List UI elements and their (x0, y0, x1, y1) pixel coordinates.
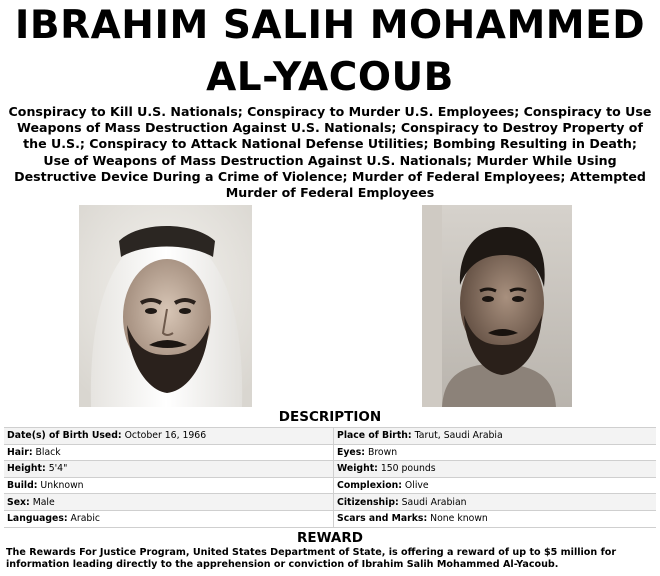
description-table (4, 427, 656, 528)
table-row (4, 494, 656, 511)
field-label: Place of Birth: (337, 430, 412, 442)
reward-text: The Rewards For Justice Program, United States Department of State, is offering a reward of up to $5 million for information leading directly to the apprehension or conviction of Ibrahim Salih Mohammed Al-Yacoub. (6, 547, 617, 570)
table-cell (334, 510, 657, 527)
table-cell (4, 477, 334, 494)
field-label: Eyes: (337, 446, 365, 458)
field-value: October 16, 1966 (124, 430, 207, 442)
table-row (4, 444, 656, 461)
field-label: Citizenship: (337, 496, 399, 508)
field-label: Build: (7, 480, 38, 492)
table-row (4, 428, 656, 445)
table-cell (4, 461, 334, 478)
field-label: Height: (7, 463, 46, 475)
table-cell (4, 444, 334, 461)
charges-list: Conspiracy to Kill U.S. Nationals; Conspiracy to Murder U.S. Employees; Conspiracy to Use Weapons of Mass Destruction Against U.S. Nationals; Conspiracy to Destroy Property of the U.S.; Conspiracy to Attack National Defense Utilities; Bombing Resulting in Death; Use of Weapons of Mass Destruction Against U.S. Nationals; Murder While Using Destructive Device During a Crime of Violence; Murder of Federal Employees; Attempted Murder of Federal Employees (8, 104, 652, 201)
field-label: Sex: (7, 496, 30, 508)
subject-name-line-2: AL-YACOUB (206, 55, 454, 100)
field-value: Male (32, 496, 55, 508)
table-row (4, 461, 656, 478)
field-value: Saudi Arabian (401, 496, 467, 508)
field-value: 150 pounds (380, 463, 436, 475)
table-cell (334, 428, 657, 445)
table-cell (334, 477, 657, 494)
table-cell (334, 494, 657, 511)
subject-photo-headdress (79, 205, 252, 407)
field-value: Tarut, Saudi Arabia (414, 430, 503, 442)
field-value: Unknown (40, 480, 84, 492)
field-value: Brown (367, 446, 398, 458)
table-cell (4, 428, 334, 445)
field-value: None known (430, 513, 488, 525)
field-label: Languages: (7, 513, 68, 525)
table-cell (334, 461, 657, 478)
table-cell (4, 494, 334, 511)
field-value: Black (35, 446, 61, 458)
field-label: Hair: (7, 446, 33, 458)
subject-name-line-1: IBRAHIM SALIH MOHAMMED (14, 3, 646, 48)
table-row (4, 477, 656, 494)
field-value: Arabic (70, 513, 101, 525)
field-label: Complexion: (337, 480, 402, 492)
reward-heading: REWARD (297, 530, 363, 546)
field-value: Olive (404, 480, 429, 492)
subject-photo-bareheaded (422, 205, 572, 407)
table-cell (334, 444, 657, 461)
field-label: Weight: (337, 463, 378, 475)
field-label: Date(s) of Birth Used: (7, 430, 122, 442)
table-cell (4, 510, 334, 527)
description-heading: DESCRIPTION (278, 409, 382, 425)
table-row (4, 510, 656, 527)
field-value: 5'4" (48, 463, 68, 475)
field-label: Scars and Marks: (337, 513, 428, 525)
